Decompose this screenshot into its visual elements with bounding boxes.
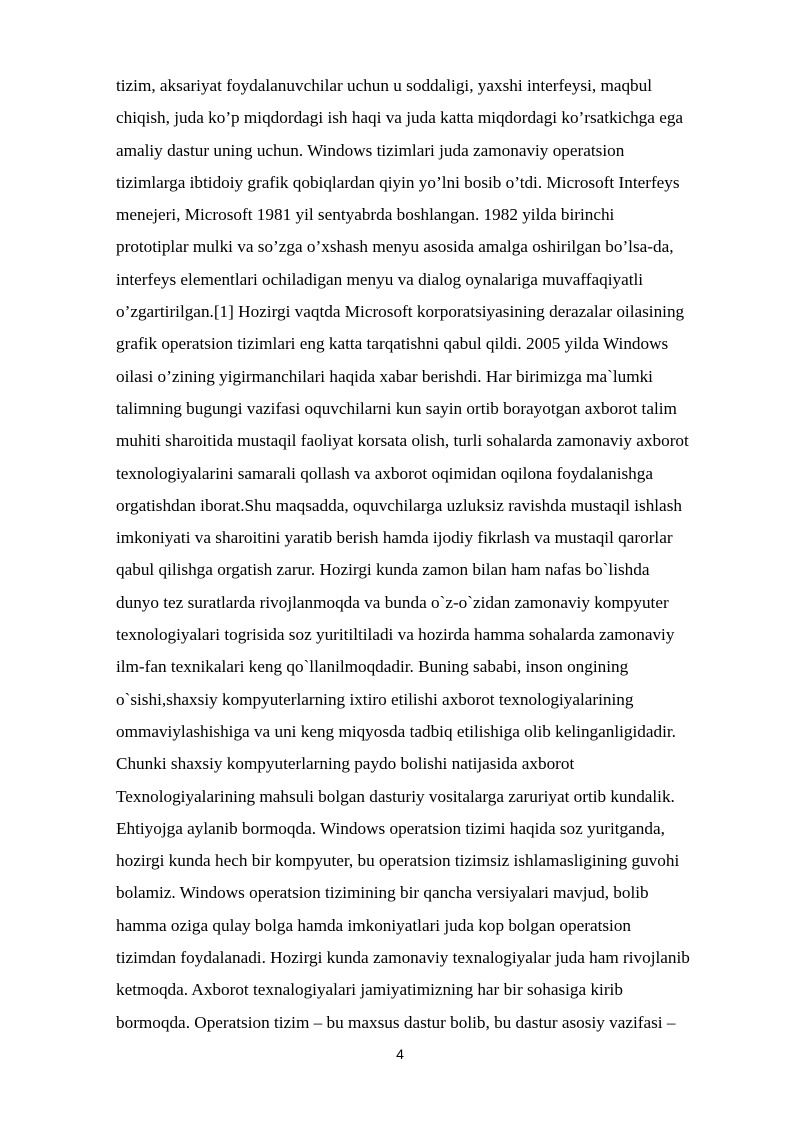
text-line: imkoniyati va sharoitini yaratib berish hamda ijodiy fikrlash va mustaqil qarorlar <box>116 528 673 548</box>
text-line: bolamiz. Windows operatsion tizimining bir qancha versiyalari mavjud, bolib <box>116 883 649 903</box>
text-line: texnologiyalarini samarali qollash va axborot oqimidan oqilona foydalanishga <box>116 463 653 483</box>
text-line: talimning bugungi vazifasi oquvchilarni kun sayin ortib borayotgan axborot talim <box>116 398 677 418</box>
text-line: menejeri, Microsoft 1981 yil sentyabrda boshlangan. 1982 yilda birinchi <box>116 205 615 225</box>
text-line: amaliy dastur uning uchun. Windows tizimlari juda zamonaviy operatsion <box>116 140 625 160</box>
text-line: orgatishdan iborat.Shu maqsadda, oquvchilarga uzluksiz ravishda mustaqil ishlash <box>116 495 682 515</box>
text-line: Chunki shaxsiy kompyuterlarning paydo bolishi natijasida axborot <box>116 754 575 774</box>
text-line: grafik operatsion tizimlari eng katta tarqatishni qabul qildi. 2005 yilda Windows <box>116 334 669 354</box>
text-line: chiqish, juda ko’p miqdordagi ish haqi va juda katta miqdordagi ko’rsatkichga ega <box>116 108 684 128</box>
page-number: 4 <box>396 1046 404 1062</box>
text-line: oilasi o’zining yigirmanchilari haqida xabar berishdi. Har birimizga ma`lumki <box>116 366 653 386</box>
text-line: ilm-fan texnikalari keng qo`llanilmoqdadir. Buning sababi, inson ongining <box>116 657 629 677</box>
body-text <box>116 70 746 1039</box>
text-line: tizimdan foydalanadi. Hozirgi kunda zamonaviy texnalogiyalar juda ham rivojlanib <box>116 948 690 968</box>
text-line: interfeys elementlari ochiladigan menyu va dialog oynalariga muvaffaqiyatli <box>116 269 644 289</box>
text-line: texnologiyalari togrisida soz yuritiltiladi va hozirda hamma sohalarda zamonaviy <box>116 625 675 645</box>
text-line: tizimlarga ibtidoiy grafik qobiqlardan qiyin yo’lni bosib o’tdi. Microsoft Interfeys <box>116 172 680 192</box>
text-line: hozirgi kunda hech bir kompyuter, bu operatsion tizimsiz ishlamasligining guvohi <box>116 851 680 871</box>
text-line: o’zgartirilgan.[1] Hozirgi vaqtda Microsoft korporatsiyasining derazalar oilasining <box>116 302 685 322</box>
text-line: bormoqda. Operatsion tizim – bu maxsus dastur bolib, bu dastur asosiy vazifasi – <box>116 1012 676 1032</box>
text-line: tizim, aksariyat foydalanuvchilar uchun u soddaligi, yaxshi interfeysi, maqbul <box>116 76 653 95</box>
text-line: Texnologiyalarining mahsuli bolgan dasturiy vositalarga zaruriyat ortib kundalik. <box>116 786 675 806</box>
text-line: muhiti sharoitida mustaqil faoliyat korsata olish, turli sohalarda zamonaviy axborot <box>116 431 689 451</box>
text-line: o`sishi,shaxsiy kompyuterlarning ixtiro etilishi axborot texnologiyalarining <box>116 689 634 709</box>
text-line: qabul qilishga orgatish zarur. Hozirgi kunda zamon bilan ham nafas bo`lishda <box>116 560 650 580</box>
text-line: Ehtiyojga aylanib bormoqda. Windows operatsion tizimi haqida soz yuritganda, <box>116 818 665 838</box>
text-line: ommaviylashishiga va uni keng miqyosda tadbiq etilishiga olib kelinganligidadir. <box>116 721 676 741</box>
text-line: ketmoqda. Axborot texnalogiyalari jamiyatimizning har bir sohasiga kirib <box>116 980 623 1000</box>
text-line: hamma oziga qulay bolga hamda imkoniyatlari juda kop bolgan operatsion <box>116 915 632 935</box>
text-line: dunyo tez suratlarda rivojlanmoqda va bunda o`z-o`zidan zamonaviy kompyuter <box>116 592 669 612</box>
text-line: prototiplar mulki va so’zga o’xshash menyu asosida amalga oshirilgan bo’lsa-da, <box>116 237 674 257</box>
